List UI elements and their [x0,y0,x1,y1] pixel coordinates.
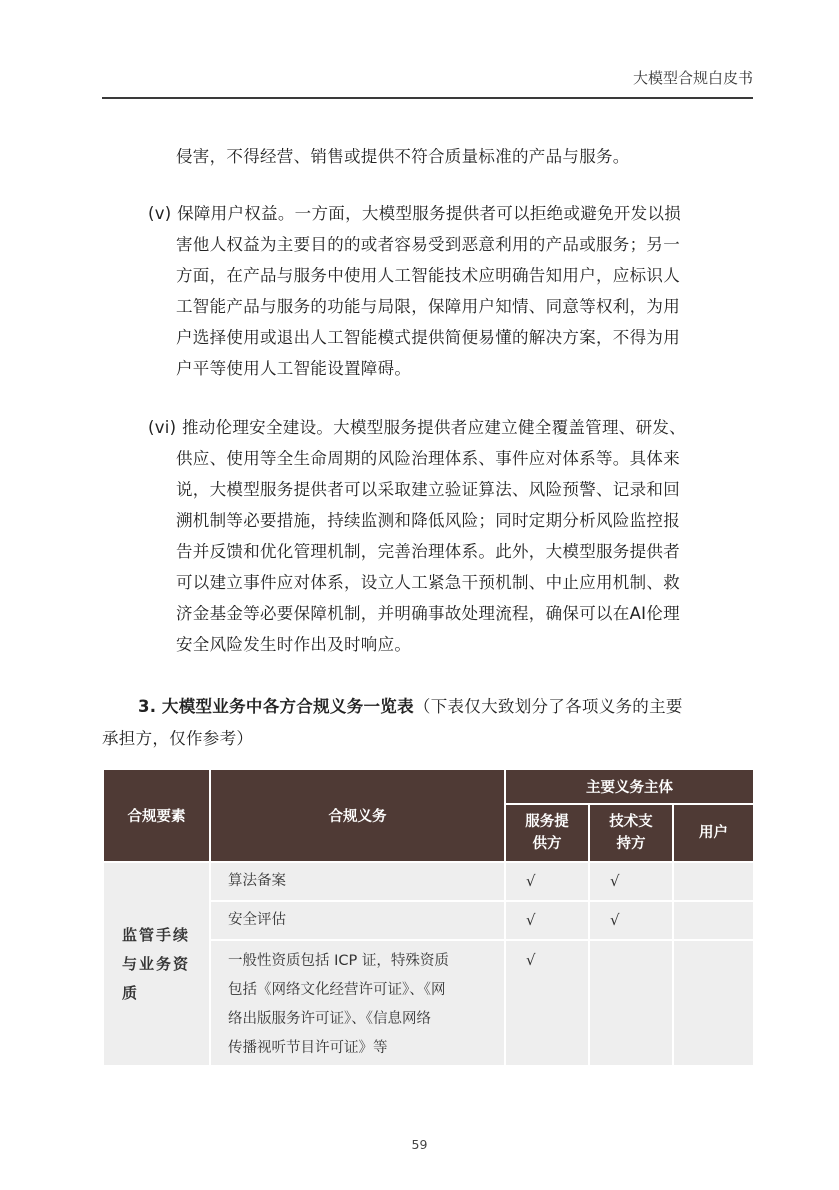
provider-check: √ [505,940,589,1066]
provider-check: √ [505,901,589,940]
text-line: 可以建立事件应对体系，设立人工紧急干预机制、中止应用机制、救 [176,573,680,592]
text-line: (vi) 推动伦理安全建设。大模型服务提供者应建立健全覆盖管理、研发、 [148,418,686,437]
text-line: 溯机制等必要措施，持续监测和降低风险；同时定期分析风险监控报 [176,511,680,530]
paragraph-continuation [102,141,757,172]
header-main-subject: 主要义务主体 [505,769,754,804]
user-check [673,901,754,940]
user-check [673,862,754,901]
tech-check: √ [589,862,673,901]
text-line: 户平等使用人工智能设置障碍。 [176,359,412,378]
text-line: 工智能产品与服务的功能与局限，保障用户知情、同意等权利，为用 [176,297,680,316]
section-note: （下表仅大致划分了各项义务的主要 [413,697,683,716]
text-line: 告并反馈和优化管理机制，完善治理体系。此外，大模型服务提供者 [176,542,680,561]
tech-check [589,940,673,1066]
header-tech-support: 技术支 持方 [589,804,673,862]
user-check [673,940,754,1066]
obligations-table [102,768,755,1067]
header-user: 用户 [673,804,754,862]
obligation-cell: 算法备案 [210,862,505,901]
paragraph-v [102,198,757,384]
provider-check: √ [505,862,589,901]
obligation-cell: 一般性资质包括 ICP 证，特殊资质 包括《网络文化经营许可证》、《网 络出版服务许可证》、《信息网络 传播视听节目许可证》等 [210,940,505,1066]
section-title: 大模型业务中各方合规义务一览表 [161,697,414,716]
header-divider [102,97,753,99]
text-line: 侵害，不得经营、销售或提供不符合质量标准的产品与服务。 [176,147,630,166]
text-line: 户选择使用或退出人工智能模式提供简便易懂的解决方案，不得为用 [176,328,680,347]
text-line: 供应、使用等全生命周期的风险治理体系、事件应对体系等。具体来 [176,449,680,468]
section-number: 3. [138,697,157,716]
running-header-title: 大模型合规白皮书 [632,69,753,87]
text-line: 方面，在产品与服务中使用人工智能技术应明确告知用户，应标识人 [176,266,680,285]
text-line: 安全风险发生时作出及时响应。 [176,635,412,654]
header-element: 合规要素 [103,769,210,862]
header-obligation: 合规义务 [210,769,505,862]
header-provider: 服务提 供方 [505,804,589,862]
group-cell: 监管手续 与业务资 质 [103,862,210,1066]
text-line: 济金基金等必要保障机制，并明确事故处理流程，确保可以在AI伦理 [176,604,680,623]
text-line: (v) 保障用户权益。一方面，大模型服务提供者可以拒绝或避免开发以损 [148,204,682,223]
page-number: 59 [411,1137,428,1152]
tech-check: √ [589,901,673,940]
section-heading [102,691,757,755]
obligation-cell: 安全评估 [210,901,505,940]
text-line: 说，大模型服务提供者可以采取建立验证算法、风险预警、记录和回 [176,480,680,499]
paragraph-vi [102,412,757,660]
table-row [103,862,754,901]
section-note-cont: 承担方，仅作参考） [102,729,254,748]
text-line: 害他人权益为主要目的的或者容易受到恶意利用的产品或服务；另一 [176,235,680,254]
